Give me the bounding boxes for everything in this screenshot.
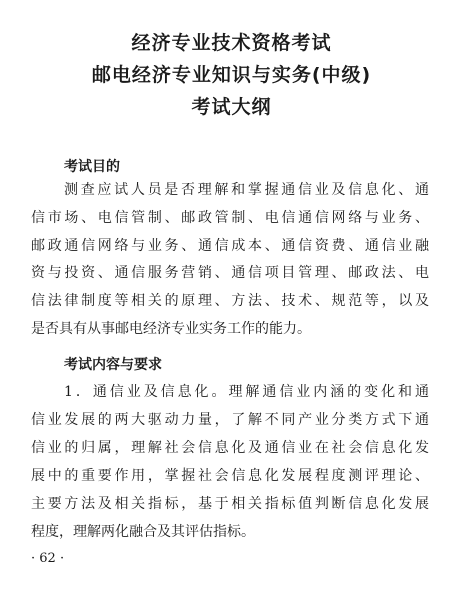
paragraph-line: 展中的重要作用，掌握社会信息化发展程度测评理论、 [31, 468, 429, 484]
document-title-line-3: 考试大纲 [191, 96, 272, 118]
paragraph-line: 信业发展的两大驱动力量，了解不同产业分类方式下通 [31, 412, 429, 428]
page-number: · 62 · [31, 551, 65, 566]
paragraph-line: 主要方法及相关指标，基于相关指标值判断信息化发展 [31, 496, 429, 512]
paragraph-line: 程度，理解两化融合及其评估指标。 [31, 524, 255, 540]
document-title-line-2: 邮电经济专业知识与实务(中级) [91, 64, 372, 86]
paragraph-line: 1．通信业及信息化。理解通信业内涵的变化和通 [64, 384, 429, 400]
paragraph-line: 信法律制度等相关的原理、方法、技术、规范等，以及 [31, 293, 429, 309]
document-title-line-1: 经济专业技术资格考试 [131, 32, 332, 54]
section-heading-content: 考试内容与要求 [64, 357, 162, 373]
section-heading-purpose: 考试目的 [64, 159, 120, 175]
paragraph-line: 测查应试人员是否理解和掌握通信业及信息化、通 [64, 182, 429, 198]
paragraph-line: 信业的归属，理解社会信息化及通信业在社会信息化发 [31, 440, 429, 456]
paragraph-line: 信市场、电信管制、邮政管制、电信通信网络与业务、 [31, 210, 429, 226]
paragraph-line: 资与投资、通信服务营销、通信项目管理、邮政法、电 [31, 265, 429, 281]
paragraph-line: 邮政通信网络与业务、通信成本、通信资费、通信业融 [31, 238, 429, 254]
paragraph-line: 是否具有从事邮电经济专业实务工作的能力。 [31, 321, 311, 337]
